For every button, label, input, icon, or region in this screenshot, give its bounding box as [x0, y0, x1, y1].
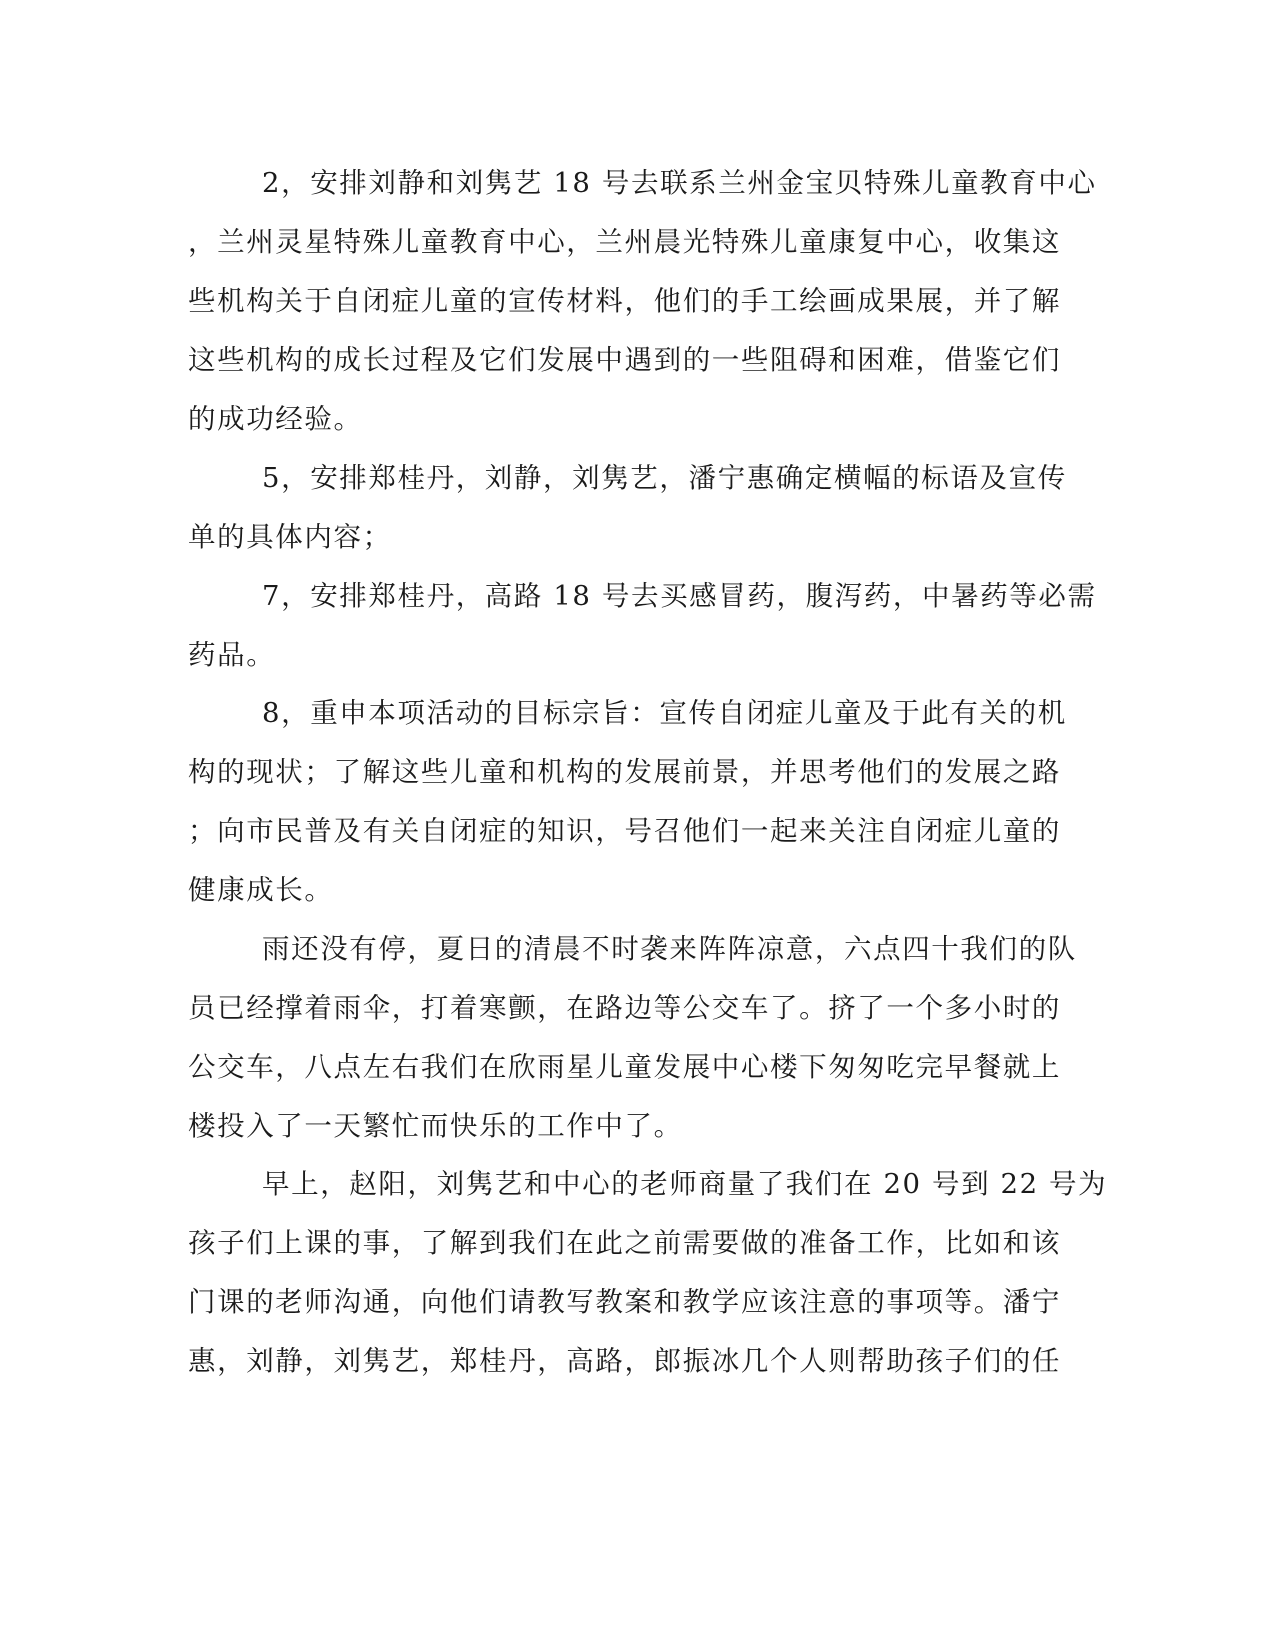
text-line: 楼投入了一天繁忙而快乐的工作中了。 — [188, 1110, 683, 1142]
text-line: 构的现状；了解这些儿童和机构的发展前景，并思考他们的发展之路 — [188, 756, 1061, 788]
text-line: 员已经撑着雨伞，打着寒颤，在路边等公交车了。挤了一个多小时的 — [188, 992, 1061, 1024]
text-line: 药品。 — [188, 639, 276, 671]
text-line: 些机构关于自闭症儿童的宣传材料，他们的手工绘画成果展，并了解 — [188, 285, 1061, 317]
text-line: 单的具体内容； — [188, 521, 392, 553]
text-line: 的成功经验。 — [188, 403, 363, 435]
text-line: 雨还没有停，夏日的清晨不时袭来阵阵凉意，六点四十我们的队 — [262, 933, 1077, 965]
text-line: 惠，刘静，刘隽艺，郑桂丹，高路，郎振冰几个人则帮助孩子们的任 — [188, 1345, 1061, 1377]
text-line: 孩子们上课的事，了解到我们在此之前需要做的准备工作，比如和该 — [188, 1227, 1061, 1259]
text-line: 早上，赵阳，刘隽艺和中心的老师商量了我们在 20 号到 22 号为 — [262, 1168, 1108, 1200]
text-line: 这些机构的成长过程及它们发展中遇到的一些阻碍和困难，借鉴它们 — [188, 344, 1061, 376]
text-line: 公交车，八点左右我们在欣雨星儿童发展中心楼下匆匆吃完早餐就上 — [188, 1051, 1061, 1083]
text-line: 健康成长。 — [188, 874, 334, 906]
text-line: 2，安排刘静和刘隽艺 18 号去联系兰州金宝贝特殊儿童教育中心 — [262, 167, 1097, 199]
text-line: 门课的老师沟通，向他们请教写教案和教学应该注意的事项等。潘宁 — [188, 1286, 1061, 1318]
text-line: ；向市民普及有关自闭症的知识，号召他们一起来关注自闭症儿童的 — [188, 815, 1061, 847]
text-line: 5，安排郑桂丹，刘静，刘隽艺，潘宁惠确定横幅的标语及宣传 — [262, 462, 1067, 494]
text-line: 8，重申本项活动的目标宗旨：宣传自闭症儿童及于此有关的机 — [262, 697, 1067, 729]
text-line: ，兰州灵星特殊儿童教育中心，兰州晨光特殊儿童康复中心，收集这 — [188, 226, 1061, 258]
text-line: 7，安排郑桂丹，高路 18 号去买感冒药，腹泻药，中暑药等必需 — [262, 580, 1097, 612]
